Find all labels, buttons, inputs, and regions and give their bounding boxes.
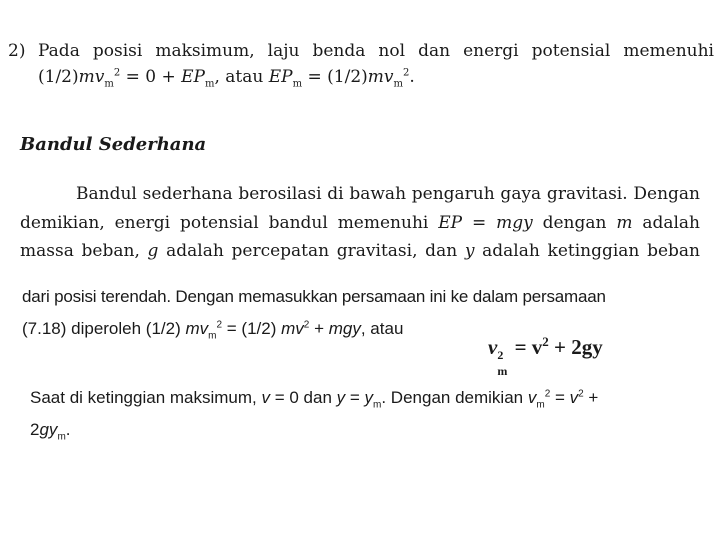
subscript: m <box>292 78 303 90</box>
math-var: v <box>261 388 270 407</box>
text-segment: = (1/2) <box>302 67 368 87</box>
text-segment: = <box>550 388 570 407</box>
paragraph1-line2 <box>20 212 700 234</box>
text-segment: adalah ketinggian beban <box>474 241 700 261</box>
math-var: gy <box>39 420 58 439</box>
paragraph1-line3 <box>20 240 700 262</box>
subscript: m <box>205 78 215 90</box>
paragraph2-line2 <box>22 318 403 340</box>
text-segment: (1/2) <box>38 67 79 87</box>
section-heading: Bandul Sederhana <box>20 134 207 155</box>
text-segment: = v <box>509 335 543 359</box>
paragraph1-line1: Bandul sederhana berosilasi di bawah pengaruh gaya gravitasi. Dengan <box>76 184 700 204</box>
text-segment: . <box>65 420 71 439</box>
math-var: mv <box>281 319 304 338</box>
math-var: mv <box>185 319 209 338</box>
superscript: 2 <box>544 388 551 400</box>
text-segment: (7.18) diperoleh (1/2) <box>22 319 186 338</box>
superscript: 2 <box>113 67 121 79</box>
subscript: m <box>373 399 382 411</box>
subscript: m <box>208 330 217 342</box>
text-segment: + <box>583 388 599 407</box>
subscript: m <box>57 431 66 443</box>
math-var: mv <box>367 67 394 87</box>
superscript: 2 <box>403 67 410 79</box>
paragraph2-line1: dari posisi terendah. Dengan memasukkan persamaan ini ke dalam persamaan <box>22 287 606 306</box>
text-segment: , atau <box>360 319 404 338</box>
math-var: EP <box>268 67 293 87</box>
superscript: 2 <box>216 319 223 331</box>
text-segment: . Dengan demikian <box>381 388 528 407</box>
text-segment: = 0 + <box>120 67 182 87</box>
math-var: EP <box>181 67 205 87</box>
paragraph3-line2 <box>30 419 71 441</box>
math-var: y <box>464 241 475 261</box>
math-var: v <box>569 388 579 407</box>
text-segment: 2 <box>30 420 40 439</box>
math-expression: EP = mgy <box>438 213 533 233</box>
text-segment: + 2gy <box>548 335 603 359</box>
superscript: 2 <box>497 348 504 362</box>
math-var: m <box>616 213 633 233</box>
text-segment: = 0 dan <box>270 388 337 407</box>
math-var: mgy <box>328 319 361 338</box>
text-segment: + <box>309 319 329 338</box>
text-segment: = <box>345 388 365 407</box>
text-segment: , atau <box>214 67 269 87</box>
text-segment: demikian, energi potensial bandul memenuhi <box>20 213 439 233</box>
text-segment: Saat di ketinggian maksimum, <box>30 388 262 407</box>
math-var: y <box>364 388 374 407</box>
text-segment: . <box>409 67 415 87</box>
superscript: 2 <box>578 388 584 400</box>
text-segment: dengan <box>532 213 617 233</box>
superscript: 2 <box>303 319 310 331</box>
item2-line2 <box>38 66 415 88</box>
item2-line1: Pada posisi maksimum, laju benda nol dan energi potensial memenuhi <box>38 41 714 61</box>
text-segment: massa beban, <box>20 241 148 261</box>
subscript: m <box>393 78 403 90</box>
text-segment: adalah <box>632 213 700 233</box>
math-var: v <box>488 335 498 359</box>
math-var: y <box>336 388 346 407</box>
superscript: 2 <box>542 334 549 349</box>
text-segment: = (1/2) <box>222 319 282 338</box>
paragraph3-line1 <box>30 387 702 409</box>
math-var: v <box>94 67 105 87</box>
item-number: 2) <box>8 41 26 61</box>
subscript: m <box>104 78 114 90</box>
display-formula <box>488 334 603 378</box>
subscript: m <box>536 399 545 411</box>
math-var: g <box>147 241 159 261</box>
subscript: m <box>497 364 508 378</box>
math-var: v <box>527 388 537 407</box>
text-segment: adalah percepatan gravitasi, dan <box>158 241 465 261</box>
math-var: m <box>78 67 95 87</box>
